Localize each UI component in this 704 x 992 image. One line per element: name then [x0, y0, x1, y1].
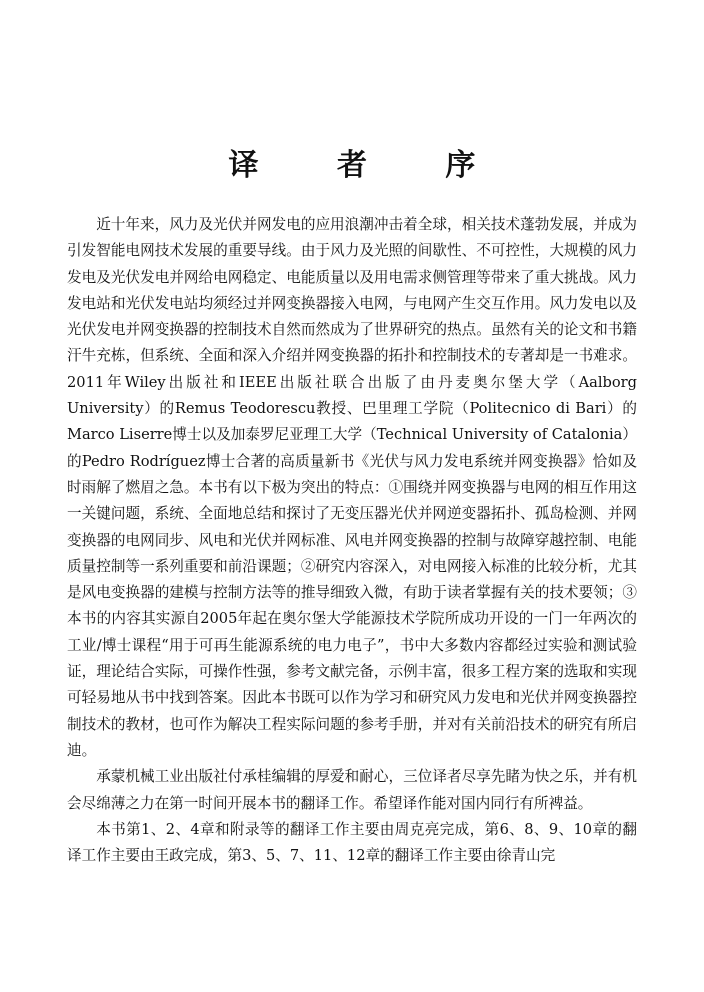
paragraph-acknowledgement: 承蒙机械工业出版社付承桂编辑的厚爱和耐心，三位译者尽享先睹为快之乐，并有机会尽绵薄之力在第一时间开展本书的翻译工作。希望译作能对国内同行有所裨益。 — [67, 768, 637, 812]
paragraph-division-of-work: 本书第1、2、4章和附录等的翻译工作主要由周克亮完成，第6、8、9、10章的翻译工作主要由王政完成，第3、5、7、11、12章的翻译工作主要由徐青山完 — [67, 820, 637, 865]
page-title: 译 者 序 — [228, 148, 510, 183]
paragraph-intro: 近十年来，风力及光伏并网发电的应用浪潮冲击着全球，相关技术蓬勃发展，并成为引发智能电网技术发展的重要导线。由于风力及光照的间歇性、不可控性，大规模的风力发电及光伏发电并网给电网稳定、电能质量以及用电需求侧管理等带来了重大挑战。风力发电站和光伏发电站均须经过并网变换器接入电网，与电网产生交互作用。风力发电以及光伏发电并网变换器的控制技术自然而然成为了世界研究的热点。虽然有关的论文和书籍汗牛充栋，但系统、全面和深入介绍并网变换器的拓扑和控制技术的专著却是一书难求。2011年Wiley出版社和IEEE出版社联合出版了由丹麦奥尔堡大学（Aalborg University）的Remus Teodorescu教授、巴里理工学院（Politecnico di Bari）的Marco Liserre博士以及加泰罗尼亚理工大学（Technical University of Catalonia）的Pedro Rodríguez博士合著的高质量新书《光伏与风力发电系统并网变换器》恰如及时雨解了燃眉之急。本书有以下极为突出的特点：①围绕并网变换器与电网的相互作用这一关键问题，系统、全面地总结和探讨了无变压器光伏并网逆变器拓扑、孤岛检测、并网变换器的电网同步、风电和光伏并网标准、风电并网变换器的控制与故障穿越控制、电能质量控制等一系列重要和前沿课题；②研究内容深入，对电网接入标准的比较分析，尤其是风电变换器的建模与控制方法等的推导细致入微，有助于读者掌握有关的技术要领；③本书的内容其实源自2005年起在奥尔堡大学能源技术学院所成功开设的一门一年两次的工业/博士课程“用于可再生能源系统的电力电子”，书中大多数内容都经过实验和测试验证，理论结合实际，可操作性强，参考文献完备，示例丰富，很多工程方案的选取和实现可轻易地从书中找到答案。因此本书既可以作为学习和研究风力发电和光伏并网变换器控制技术的教材，也可作为解决工程实际问题的参考手册，并对有关前沿技术的研究有所启迪。 — [67, 216, 637, 759]
body-text — [67, 212, 637, 869]
